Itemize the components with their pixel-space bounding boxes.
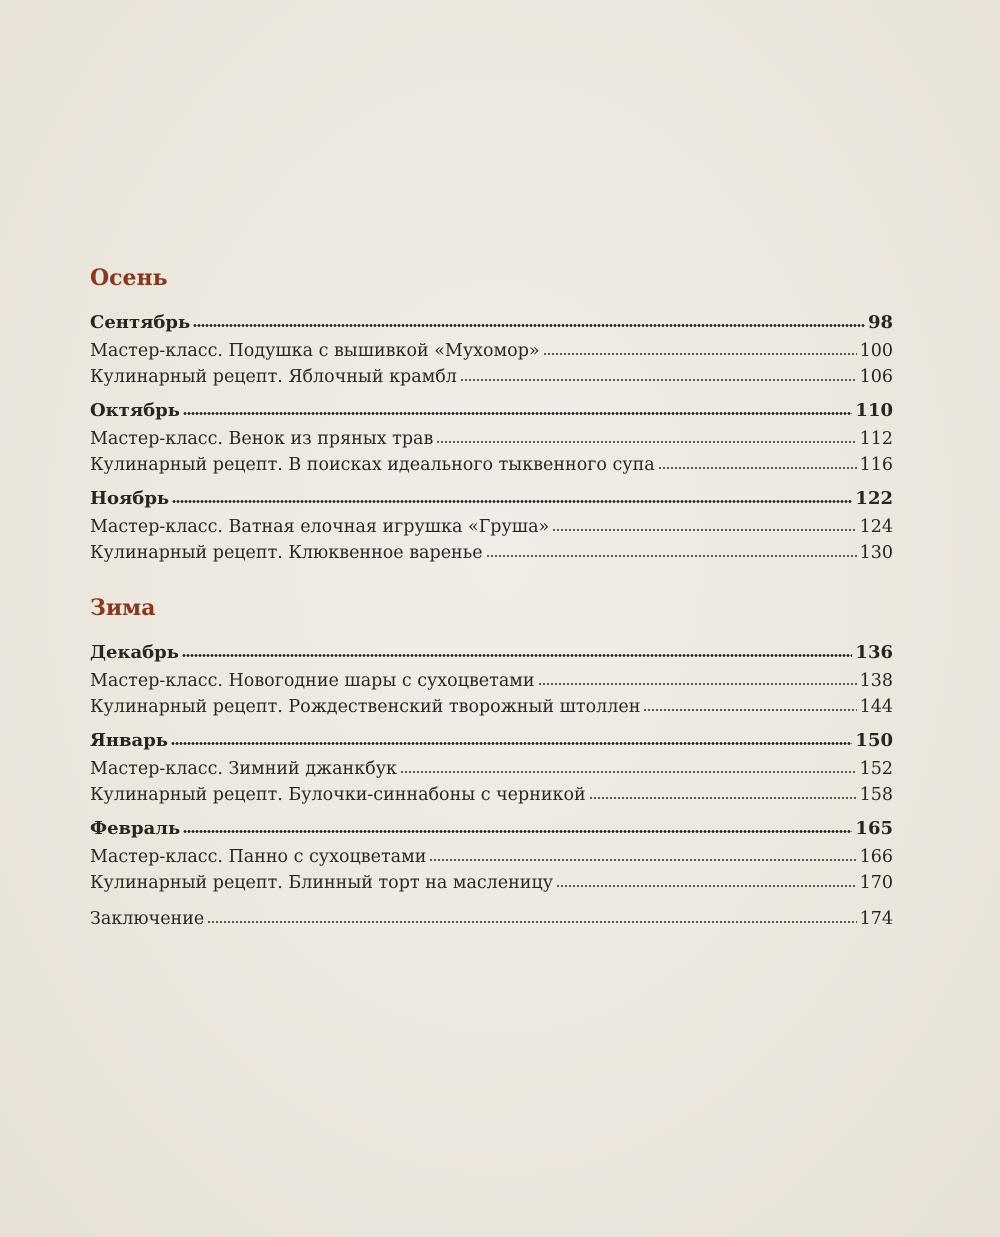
dot-leader	[171, 742, 852, 745]
toc-entry[interactable]	[90, 844, 893, 870]
dot-leader	[556, 885, 857, 887]
toc-entry[interactable]	[90, 756, 893, 782]
toc-entry-title: Мастер-класс. Новогодние шары с сухоцветами	[90, 671, 535, 691]
toc-month-december[interactable]	[90, 638, 893, 668]
dot-leader	[172, 500, 852, 503]
toc-entry[interactable]	[90, 452, 893, 478]
toc-entry[interactable]	[90, 426, 893, 452]
toc-entry-title: Заключение	[90, 909, 205, 929]
toc-page-number: 150	[855, 730, 893, 751]
dot-leader	[589, 797, 857, 799]
dot-leader	[643, 709, 856, 711]
toc-page-number: 144	[859, 697, 893, 717]
toc-month-title: Декабрь	[90, 642, 179, 663]
section-heading-winter: Зима	[90, 595, 156, 621]
toc-entry-title: Кулинарный рецепт. Яблочный крамбл	[90, 367, 457, 387]
toc-entry[interactable]	[90, 338, 893, 364]
dot-leader	[543, 353, 857, 355]
toc-entry[interactable]	[90, 782, 893, 808]
toc-month-october[interactable]	[90, 396, 893, 426]
toc-entry-title: Кулинарный рецепт. Клюквенное варенье	[90, 543, 483, 563]
toc-page-number: 165	[855, 818, 893, 839]
month-block-february	[90, 814, 893, 896]
month-block-october	[90, 396, 893, 478]
toc-entry[interactable]	[90, 694, 893, 720]
toc-month-september[interactable]	[90, 308, 893, 338]
month-block-september	[90, 308, 893, 390]
toc-month-title: Февраль	[90, 818, 181, 839]
toc-page-number: 138	[859, 671, 893, 691]
toc-entry[interactable]	[90, 514, 893, 540]
toc-entry-title: Кулинарный рецепт. Булочки-синнабоны с черникой	[90, 785, 586, 805]
toc-entry[interactable]	[90, 668, 893, 694]
toc-month-february[interactable]	[90, 814, 893, 844]
toc-page-number: 98	[867, 312, 893, 333]
toc-page-number: 166	[859, 847, 893, 867]
toc-entry-title: Кулинарный рецепт. В поисках идеального тыквенного супа	[90, 455, 655, 475]
month-block-november	[90, 484, 893, 566]
toc-entry-conclusion[interactable]	[90, 906, 893, 932]
toc-page-number: 158	[859, 785, 893, 805]
toc-page-number: 124	[859, 517, 893, 537]
toc-page-number: 110	[855, 400, 893, 421]
toc-month-title: Сентябрь	[90, 312, 191, 333]
toc-month-title: Октябрь	[90, 400, 180, 421]
toc-page-number: 136	[855, 642, 893, 663]
month-block-december	[90, 638, 893, 720]
toc-page-number: 100	[859, 341, 893, 361]
toc-page-number: 152	[859, 759, 893, 779]
toc-entry-title: Мастер-класс. Зимний джанкбук	[90, 759, 397, 779]
section-heading-autumn: Осень	[90, 265, 168, 291]
toc-page-number: 174	[859, 909, 893, 929]
toc-month-title: Ноябрь	[90, 488, 170, 509]
dot-leader	[193, 324, 865, 327]
dot-leader	[538, 683, 857, 685]
table-of-contents	[90, 258, 893, 932]
dot-leader	[207, 921, 856, 923]
toc-month-january[interactable]	[90, 726, 893, 756]
dot-leader	[183, 412, 852, 415]
toc-entry-title: Кулинарный рецепт. Блинный торт на масленицу	[90, 873, 554, 893]
dot-leader	[552, 529, 856, 531]
month-block-january	[90, 726, 893, 808]
toc-entry-title: Мастер-класс. Подушка с вышивкой «Мухомор»	[90, 341, 540, 361]
toc-page-number: 170	[859, 873, 893, 893]
dot-leader	[182, 654, 852, 657]
toc-entry-title: Мастер-класс. Венок из пряных трав	[90, 429, 434, 449]
dot-leader	[183, 830, 852, 833]
dot-leader	[429, 859, 856, 861]
toc-page-number: 106	[859, 367, 893, 387]
dot-leader	[460, 379, 857, 381]
toc-entry-title: Мастер-класс. Панно с сухоцветами	[90, 847, 427, 867]
dot-leader	[436, 441, 856, 443]
toc-entry-title: Кулинарный рецепт. Рождественский творожный штоллен	[90, 697, 641, 717]
dot-leader	[400, 771, 857, 773]
dot-leader	[486, 555, 857, 557]
toc-month-november[interactable]	[90, 484, 893, 514]
toc-page-number: 122	[855, 488, 893, 509]
toc-page-number: 130	[859, 543, 893, 563]
toc-entry[interactable]	[90, 540, 893, 566]
toc-page-number: 116	[859, 455, 893, 475]
toc-entry-title: Мастер-класс. Ватная елочная игрушка «Груша»	[90, 517, 550, 537]
toc-entry[interactable]	[90, 870, 893, 896]
toc-page-number: 112	[859, 429, 893, 449]
toc-month-title: Январь	[90, 730, 169, 751]
dot-leader	[658, 467, 857, 469]
toc-entry[interactable]	[90, 364, 893, 390]
